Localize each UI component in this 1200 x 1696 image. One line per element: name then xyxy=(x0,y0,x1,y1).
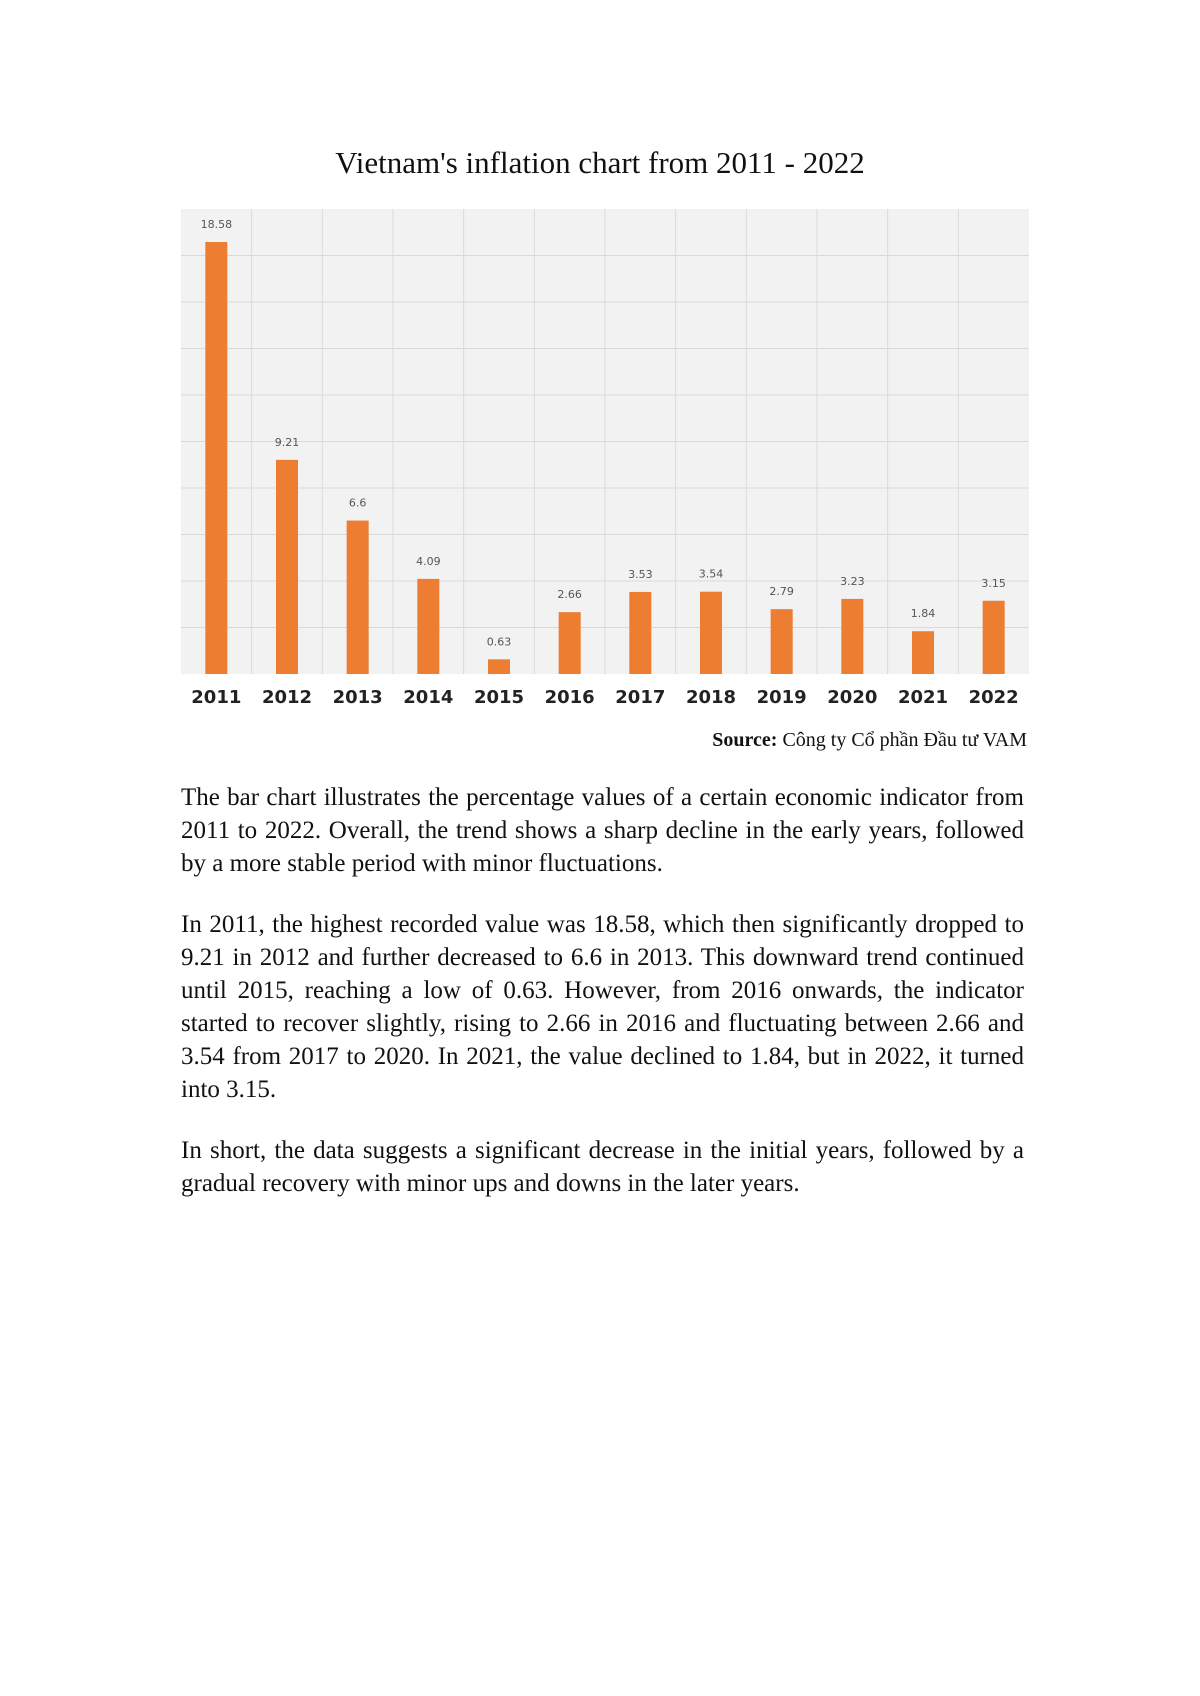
chart-title: Vietnam's inflation chart from 2011 - 2022 xyxy=(335,145,865,180)
inflation-bar-chart xyxy=(181,209,1029,709)
data-label-2016: 2.66 xyxy=(557,588,582,602)
body-text xyxy=(181,781,1024,1228)
bar-2011 xyxy=(205,242,227,674)
data-label-2017: 3.53 xyxy=(628,567,653,581)
data-label-2012: 9.21 xyxy=(274,435,300,449)
x-tick-label-2016: 2016 xyxy=(544,687,595,708)
x-tick-label-2020: 2020 xyxy=(827,687,878,708)
paragraph-details: In 2011, the highest recorded value was 18.58, which then significantly dropped to 9.21 in 2012 and further decreased to 6.6 in 2013. This downward trend continued until 2015, reaching a low of 0.63. However, from 2016 onwards, the indicator started to recover slightly, rising to 2.66 in 2016 and fluctuating between 2.66 and 3.54 from 2017 to 2020. In 2021, the value declined to 1.84, but in 2022, it turned into 3.15. xyxy=(181,911,1024,1103)
x-tick-label-2019: 2019 xyxy=(756,687,807,708)
bar-2018 xyxy=(700,592,722,674)
source-text: Công ty Cổ phần Đầu tư VAM xyxy=(782,729,1027,751)
bar-2016 xyxy=(559,612,581,674)
data-label-2014: 4.09 xyxy=(416,554,441,568)
bar-2013 xyxy=(347,521,369,674)
paragraph-summary: In short, the data suggests a significant decrease in the initial years, followed by a gradual recovery with minor ups and downs in the later years. xyxy=(181,1137,1024,1197)
source-label: Source: xyxy=(712,729,778,751)
bar-2020 xyxy=(841,599,863,674)
data-label-2015: 0.63 xyxy=(486,635,512,649)
data-label-2022: 3.15 xyxy=(981,576,1006,590)
chart-svg xyxy=(181,209,1029,709)
paragraph-overview: The bar chart illustrates the percentage values of a certain economic indicator from 2011 to 2022. Overall, the trend shows a sharp decline in the early years, followed by a more stable period with minor fluctuations. xyxy=(181,784,1024,877)
data-label-2019: 2.79 xyxy=(769,585,794,599)
x-tick-label-2018: 2018 xyxy=(685,687,737,708)
data-label-2020: 3.23 xyxy=(840,574,865,588)
bar-2022 xyxy=(983,601,1005,674)
data-label-2021: 1.84 xyxy=(910,607,936,621)
bar-2015 xyxy=(488,659,510,674)
bar-2017 xyxy=(629,592,651,674)
x-tick-label-2011: 2011 xyxy=(191,687,242,708)
data-label-2018: 3.54 xyxy=(698,567,724,581)
x-tick-label-2012: 2012 xyxy=(261,687,313,708)
x-tick-label-2013: 2013 xyxy=(332,687,383,708)
bar-2014 xyxy=(417,579,439,674)
bar-2019 xyxy=(771,609,793,674)
bar-2012 xyxy=(276,460,298,674)
data-label-2011: 18.58 xyxy=(200,218,233,232)
bar-2021 xyxy=(912,631,934,674)
x-tick-label-2021: 2021 xyxy=(897,687,949,708)
x-tick-label-2022: 2022 xyxy=(968,687,1019,708)
x-tick-label-2015: 2015 xyxy=(473,687,525,708)
x-tick-label-2014: 2014 xyxy=(403,687,454,708)
source-line xyxy=(712,729,1027,752)
data-label-2013: 6.6 xyxy=(348,496,367,510)
x-tick-label-2017: 2017 xyxy=(615,687,666,708)
